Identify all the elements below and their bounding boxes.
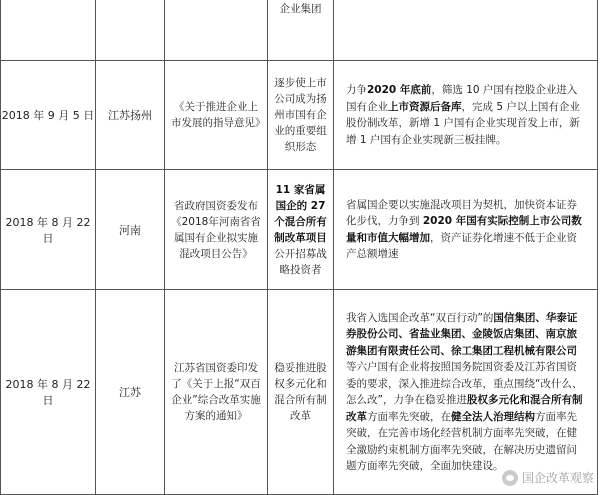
- region-cell: 河南: [96, 170, 165, 290]
- date-cell: [1, 0, 96, 61]
- emphasis-text: 上市资源后备库: [388, 100, 462, 113]
- body-text: 方面率先突破，在: [367, 410, 451, 423]
- content-cell: [334, 0, 598, 61]
- watermark: [502, 469, 594, 486]
- goal-cell: 逐步使上市公司成为扬州市国有企业的重要组织形态: [268, 61, 334, 170]
- date-cell: 2018 年 8 月 22 日: [1, 170, 96, 290]
- body-text: ，筛选 10 户国有控股企业进入国有企业: [346, 84, 578, 113]
- region-cell: 江苏扬州: [96, 61, 165, 170]
- table-row: [1, 0, 598, 61]
- date-cell: 2018 年 9 月 5 日: [1, 61, 96, 170]
- goal-cell: [268, 170, 334, 290]
- document-cell: 《关于推进企业上市发展的指导意见》: [165, 61, 268, 170]
- region-cell: [96, 0, 165, 61]
- emphasis-text: 健全法人治理结构: [451, 410, 535, 423]
- emphasis-text: 股权多元化和混合所有制改革: [346, 394, 583, 423]
- content-cell: [334, 170, 598, 290]
- table-row: [1, 170, 598, 290]
- goal-cell: 企业集团: [268, 0, 334, 61]
- goal-cell: 稳妥推进股权多元化和混合所有制改革: [268, 290, 334, 495]
- body-text: ，资产证券化增速不低于企业资产总额增速: [346, 231, 577, 260]
- body-text: 力争: [346, 84, 367, 96]
- body-text: 省属国企要以实施混改项目为契机，加快资本证券化步伐，力争到: [346, 198, 577, 227]
- body-text: 公开招募战略投资者: [274, 247, 327, 276]
- body-text: 等六户国有企业将按照国务院国资委及江苏省国资委的要求，深入推进综合改革，重点围绕“改什么、怎么改”，力争在稳妥推进: [346, 361, 583, 406]
- region-cell: 江苏: [96, 290, 165, 495]
- body-text: 方面率先突破，在完善市场化经营机制方面率先突破，在健全激励约束机制方面率先突破，在解决历史遗留问题方面率先突破，全面加快建设。: [346, 410, 577, 472]
- document-cell: 江苏省国资委印发了《关于上报“双百企业”综合改革实施方案的通知》: [165, 290, 268, 495]
- emphasis-text: 11 家省属国企的 27 个混合所有制改革项目: [274, 183, 327, 244]
- content-cell: [334, 61, 598, 170]
- document-cell: 省政府国资委发布《2018年河南省省属国有企业拟实施混改项目公告》: [165, 170, 268, 290]
- content-cell: [334, 290, 598, 495]
- date-cell: 2018 年 8 月 22 日: [1, 290, 96, 495]
- table-row: [1, 61, 598, 170]
- emphasis-text: 2020 年国有实际控制上市公司数量和市值大幅增加: [346, 215, 582, 244]
- wechat-icon: [502, 470, 518, 486]
- table-row: [1, 290, 598, 495]
- emphasis-text: 2020 年底前: [367, 84, 432, 96]
- body-text: 我省入选国企改革“双百行动”的: [346, 311, 494, 324]
- body-text: ，完成 5 户以上国有企业股份制改革，新增 1 户国有企业实现首发上市，新增 1 户国有企业实现新三板挂牌。: [346, 100, 580, 146]
- watermark-text: 国企改革观察: [521, 471, 594, 485]
- document-cell: [165, 0, 268, 61]
- emphasis-text: 国信集团、华泰证券股份公司、省盐业集团、金陵饭店集团、南京旅游集团有限责任公司、徐工集团工程机械有限公司: [346, 311, 578, 357]
